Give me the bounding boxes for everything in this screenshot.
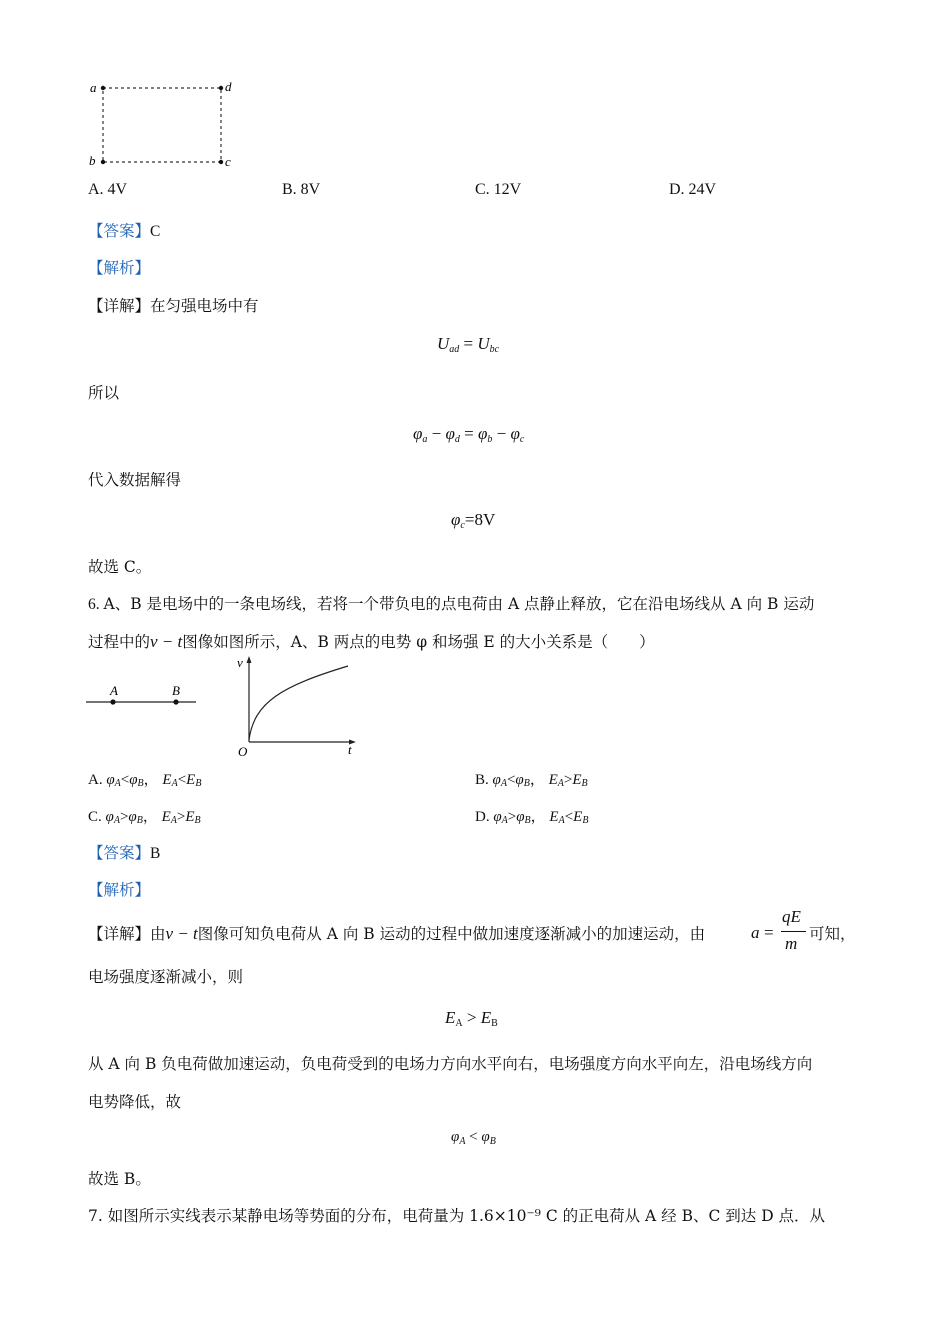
point-A xyxy=(110,699,115,704)
point-a xyxy=(101,86,105,90)
label-B: B xyxy=(172,683,180,698)
point-B xyxy=(173,699,178,704)
q6-para2-line1: 从 A 向 B 负电荷做加速运动，负电荷受到的电场力方向水平向右，电场强度方向水平向左，沿电场线方向 xyxy=(88,1055,813,1073)
dashed-rectangle xyxy=(103,88,221,162)
answer-tag: 【答案】 xyxy=(88,222,151,240)
label-a: a xyxy=(90,80,97,95)
detail-text: 在匀强电场中有 xyxy=(150,297,259,315)
q5-substitute-text: 代入数据解得 xyxy=(88,471,182,489)
q6-detail-line1: 【详解】由v − t图像可知负电荷从 A 向 B 运动的过程中做加速度逐渐减小的加速运动，由 xyxy=(88,924,706,943)
label-t: t xyxy=(348,742,352,757)
q5-conclusion: 故选 C。 xyxy=(88,558,152,576)
q6-option-a: A. $\varphi_A<\varphi_B$， $E_A<E_B$ xyxy=(88,772,202,789)
label-A: A xyxy=(110,683,118,698)
q6-equation-1: $E_A > E_B$ xyxy=(445,1008,498,1029)
label-d: d xyxy=(225,79,232,94)
q5-option-b: B. 8V xyxy=(282,181,321,198)
rectangle-abcd-figure xyxy=(84,72,244,172)
point-b xyxy=(101,160,105,164)
q6-option-b: B. $\varphi_A<\varphi_B$， $E_A>E_B$ xyxy=(475,772,588,789)
q5-equation-1: $U_{ad} = U_{bc}$ xyxy=(437,334,500,355)
q6-detail-post: 可知， xyxy=(809,925,856,943)
q6-stem-line2: 过程中的v − t图像如图所示，A、B 两点的电势 φ 和场强 E 的大小关系是（ ） xyxy=(88,632,655,651)
q6-equation-2: $\varphi_A < \varphi_B$ xyxy=(451,1129,496,1147)
q6-para2-line2: 电势降低，故 xyxy=(88,1093,182,1111)
q5-so-text: 所以 xyxy=(88,384,120,402)
point-d xyxy=(219,86,223,90)
answer-value: C xyxy=(150,223,161,240)
answer-tag: 【答案】 xyxy=(88,844,151,862)
label-origin: O xyxy=(238,744,248,759)
vt-graph xyxy=(232,654,364,760)
q6-option-c: C. $\varphi_A>\varphi_B$， $E_A>E_B$ xyxy=(88,809,201,826)
vt-curve xyxy=(249,666,348,740)
label-c: c xyxy=(225,154,231,169)
q6-conclusion: 故选 B。 xyxy=(88,1170,151,1188)
point-c xyxy=(219,160,223,164)
q5-option-c: C. 12V xyxy=(475,181,522,198)
q5-equation-2: $\varphi_a - \varphi_d = \varphi_b - \varphi_c$ xyxy=(413,424,525,445)
q5-option-a: A. 4V xyxy=(88,181,128,198)
q6-option-d: D. $\varphi_A>\varphi_B$， $E_A<E_B$ xyxy=(475,809,589,826)
q6-detail-line2: 电场强度逐渐减小，则 xyxy=(88,968,244,986)
q5-option-d: D. 24V xyxy=(669,181,717,198)
q5-analysis-tag: 【解析】 xyxy=(88,259,151,277)
q7-stem: 7. 如图所示实线表示某静电场等势面的分布，电荷量为 1.6×10⁻⁹ C 的正电荷从 A 经 B、C 到达 D 点．从 xyxy=(88,1207,826,1225)
q5-equation-3: $\varphi_c=8V$ xyxy=(451,510,496,531)
q5-detail-line xyxy=(88,294,259,316)
q6-analysis-tag: 【解析】 xyxy=(88,881,151,899)
v-axis-arrow xyxy=(247,656,252,663)
q6-stem-line1: 6. A、B 是电场中的一条电场线，若将一个带负电的点电荷由 A 点静止释放，它在沿电场线从 A 向 B 运动 xyxy=(88,595,815,613)
label-b: b xyxy=(89,153,96,168)
label-v: v xyxy=(237,655,243,670)
q5-answer-line xyxy=(88,219,160,241)
field-line-figure xyxy=(84,682,204,712)
q6-answer-line xyxy=(88,841,160,863)
detail-tag: 【详解】 xyxy=(88,297,151,315)
answer-value: B xyxy=(150,845,161,862)
